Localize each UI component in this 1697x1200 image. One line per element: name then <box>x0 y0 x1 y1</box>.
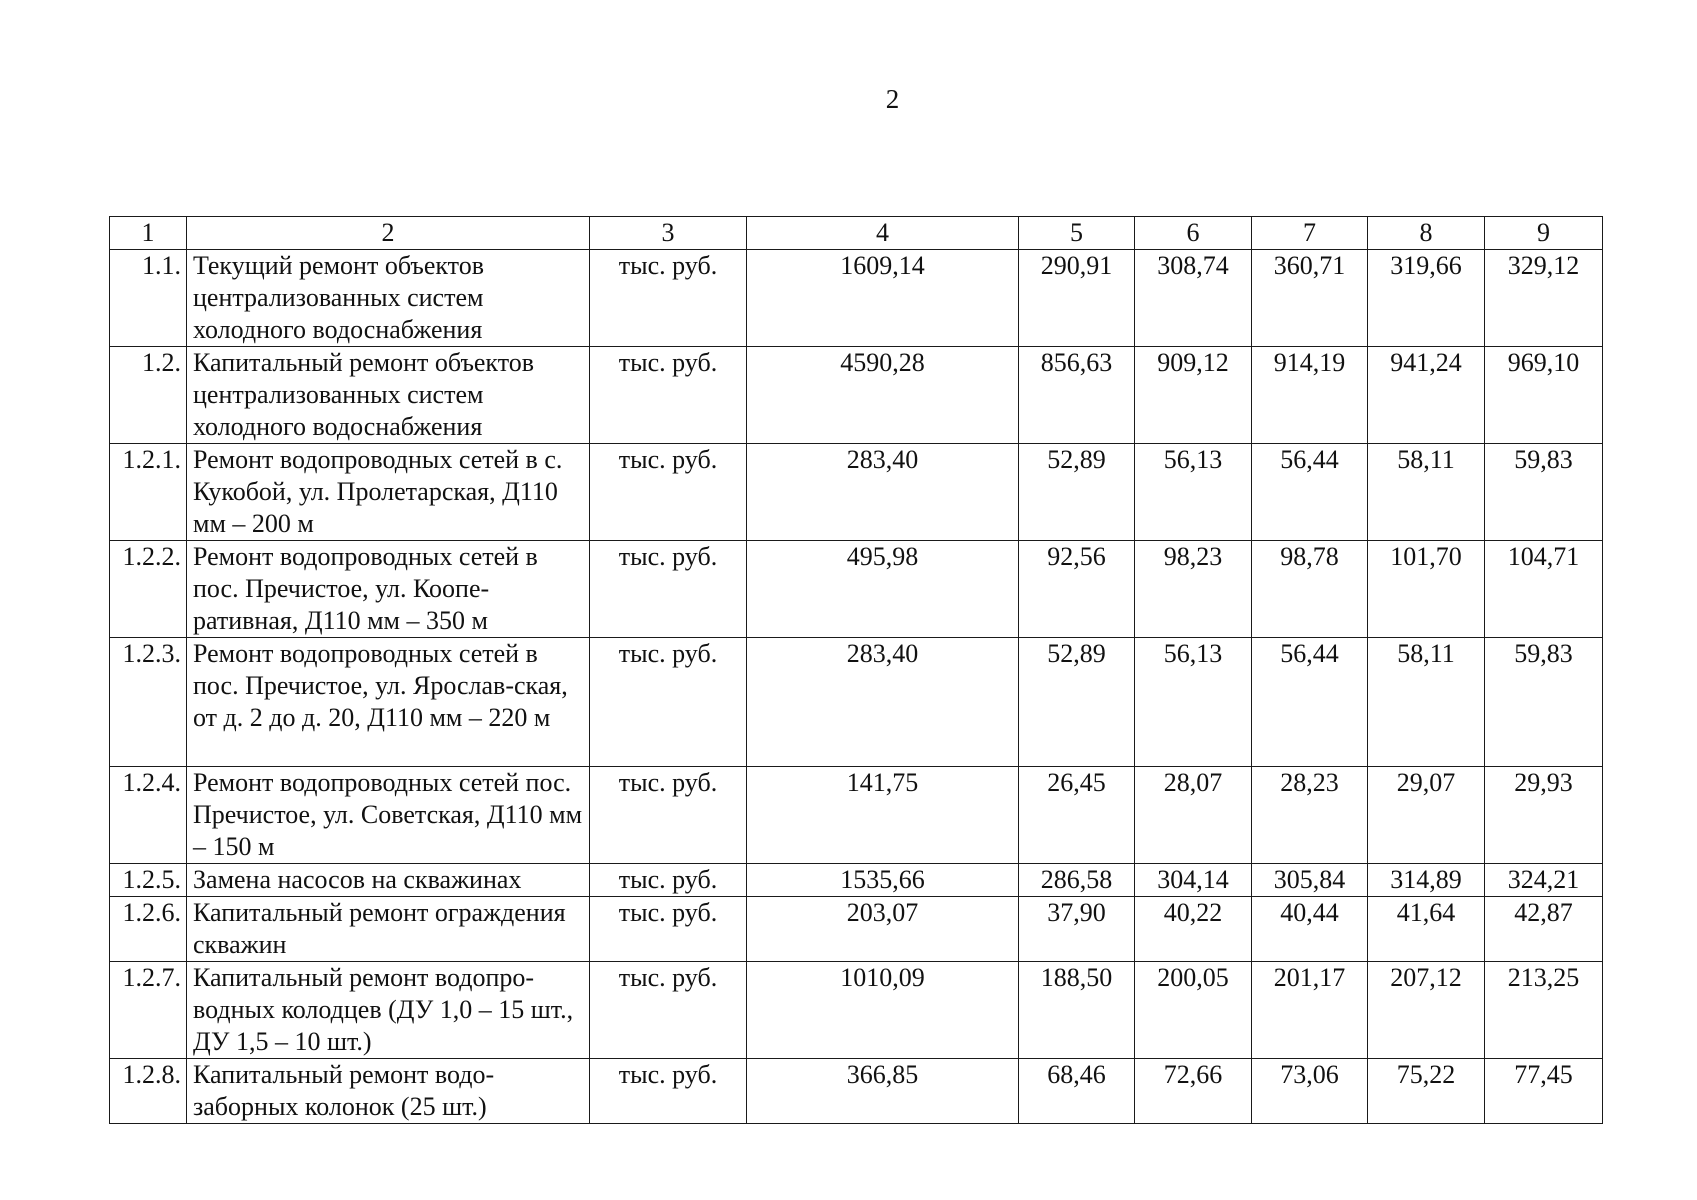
row-number: 1.2. <box>110 347 187 444</box>
row-number: 1.2.4. <box>110 767 187 864</box>
row-value: 40,44 <box>1252 897 1368 962</box>
column-header: 8 <box>1368 217 1485 250</box>
column-header: 5 <box>1019 217 1135 250</box>
row-description: Ремонт водопроводных сетей в пос. Пречистое, ул. Коопе-ративная, Д110 мм – 350 м <box>187 541 590 638</box>
row-value: 29,07 <box>1368 767 1485 864</box>
row-description: Капитальный ремонт объектов централизованных систем холодного водоснабжения <box>187 347 590 444</box>
row-unit: тыс. руб. <box>590 1059 747 1124</box>
table-row <box>110 1059 1603 1124</box>
row-number: 1.2.5. <box>110 864 187 897</box>
row-number: 1.1. <box>110 250 187 347</box>
row-value: 286,58 <box>1019 864 1135 897</box>
row-value: 104,71 <box>1485 541 1603 638</box>
row-value: 52,89 <box>1019 638 1135 767</box>
row-value: 308,74 <box>1135 250 1252 347</box>
column-header: 1 <box>110 217 187 250</box>
row-value: 26,45 <box>1019 767 1135 864</box>
row-unit: тыс. руб. <box>590 541 747 638</box>
column-header: 6 <box>1135 217 1252 250</box>
table-row <box>110 962 1603 1059</box>
column-header: 9 <box>1485 217 1603 250</box>
row-value: 856,63 <box>1019 347 1135 444</box>
row-value: 914,19 <box>1252 347 1368 444</box>
row-number: 1.2.1. <box>110 444 187 541</box>
row-description: Капитальный ремонт водо-заборных колонок (25 шт.) <box>187 1059 590 1124</box>
row-value: 56,13 <box>1135 638 1252 767</box>
row-value-total: 495,98 <box>747 541 1019 638</box>
column-header: 3 <box>590 217 747 250</box>
row-value: 207,12 <box>1368 962 1485 1059</box>
row-value: 319,66 <box>1368 250 1485 347</box>
row-number: 1.2.2. <box>110 541 187 638</box>
row-value: 28,23 <box>1252 767 1368 864</box>
page-number: 2 <box>885 84 900 114</box>
row-value: 314,89 <box>1368 864 1485 897</box>
row-number: 1.2.8. <box>110 1059 187 1124</box>
table-row <box>110 897 1603 962</box>
budget-table <box>109 216 1603 1124</box>
row-value-total: 283,40 <box>747 638 1019 767</box>
row-value: 40,22 <box>1135 897 1252 962</box>
table-row <box>110 347 1603 444</box>
row-description: Ремонт водопроводных сетей пос. Пречистое, ул. Советская, Д110 мм – 150 м <box>187 767 590 864</box>
row-value-total: 366,85 <box>747 1059 1019 1124</box>
table-row <box>110 541 1603 638</box>
row-value-total: 1010,09 <box>747 962 1019 1059</box>
row-description: Капитальный ремонт ограждения скважин <box>187 897 590 962</box>
row-value: 41,64 <box>1368 897 1485 962</box>
row-value: 329,12 <box>1485 250 1603 347</box>
row-value: 56,13 <box>1135 444 1252 541</box>
row-value: 42,87 <box>1485 897 1603 962</box>
row-value: 56,44 <box>1252 444 1368 541</box>
row-number: 1.2.6. <box>110 897 187 962</box>
row-value-total: 1609,14 <box>747 250 1019 347</box>
row-value: 98,23 <box>1135 541 1252 638</box>
row-value: 941,24 <box>1368 347 1485 444</box>
column-header: 4 <box>747 217 1019 250</box>
row-value: 58,11 <box>1368 444 1485 541</box>
row-value: 29,93 <box>1485 767 1603 864</box>
row-value: 72,66 <box>1135 1059 1252 1124</box>
row-value: 909,12 <box>1135 347 1252 444</box>
row-value: 92,56 <box>1019 541 1135 638</box>
row-value: 68,46 <box>1019 1059 1135 1124</box>
row-number: 1.2.7. <box>110 962 187 1059</box>
row-description: Ремонт водопроводных сетей в пос. Пречистое, ул. Ярослав-ская, от д. 2 до д. 20, Д110 мм – 220 м <box>187 638 590 767</box>
row-value: 101,70 <box>1368 541 1485 638</box>
row-description: Текущий ремонт объектов централизованных систем холодного водоснабжения <box>187 250 590 347</box>
row-value: 969,10 <box>1485 347 1603 444</box>
row-unit: тыс. руб. <box>590 897 747 962</box>
row-description: Капитальный ремонт водопро-водных колодцев (ДУ 1,0 – 15 шт., ДУ 1,5 – 10 шт.) <box>187 962 590 1059</box>
row-value: 77,45 <box>1485 1059 1603 1124</box>
row-value: 201,17 <box>1252 962 1368 1059</box>
row-value: 37,90 <box>1019 897 1135 962</box>
row-value-total: 4590,28 <box>747 347 1019 444</box>
row-value: 75,22 <box>1368 1059 1485 1124</box>
row-value: 52,89 <box>1019 444 1135 541</box>
table-row <box>110 444 1603 541</box>
row-unit: тыс. руб. <box>590 767 747 864</box>
column-header: 2 <box>187 217 590 250</box>
row-value: 304,14 <box>1135 864 1252 897</box>
row-unit: тыс. руб. <box>590 250 747 347</box>
row-unit: тыс. руб. <box>590 444 747 541</box>
row-value: 200,05 <box>1135 962 1252 1059</box>
row-value: 59,83 <box>1485 444 1603 541</box>
column-header: 7 <box>1252 217 1368 250</box>
table-header-row <box>110 217 1603 250</box>
row-value: 73,06 <box>1252 1059 1368 1124</box>
row-unit: тыс. руб. <box>590 962 747 1059</box>
row-description: Замена насосов на скважинах <box>187 864 590 897</box>
table-row <box>110 250 1603 347</box>
row-description: Ремонт водопроводных сетей в с. Кукобой, ул. Пролетарская, Д110 мм – 200 м <box>187 444 590 541</box>
row-value-total: 141,75 <box>747 767 1019 864</box>
table-row <box>110 638 1603 767</box>
row-value: 290,91 <box>1019 250 1135 347</box>
row-value: 305,84 <box>1252 864 1368 897</box>
row-value: 98,78 <box>1252 541 1368 638</box>
row-value: 213,25 <box>1485 962 1603 1059</box>
row-value: 188,50 <box>1019 962 1135 1059</box>
row-unit: тыс. руб. <box>590 347 747 444</box>
table-row <box>110 864 1603 897</box>
row-value-total: 1535,66 <box>747 864 1019 897</box>
row-value: 360,71 <box>1252 250 1368 347</box>
row-unit: тыс. руб. <box>590 864 747 897</box>
row-value: 56,44 <box>1252 638 1368 767</box>
table-row <box>110 767 1603 864</box>
row-unit: тыс. руб. <box>590 638 747 767</box>
row-value: 28,07 <box>1135 767 1252 864</box>
row-value-total: 283,40 <box>747 444 1019 541</box>
row-number: 1.2.3. <box>110 638 187 767</box>
row-value: 58,11 <box>1368 638 1485 767</box>
row-value: 59,83 <box>1485 638 1603 767</box>
row-value: 324,21 <box>1485 864 1603 897</box>
row-value-total: 203,07 <box>747 897 1019 962</box>
